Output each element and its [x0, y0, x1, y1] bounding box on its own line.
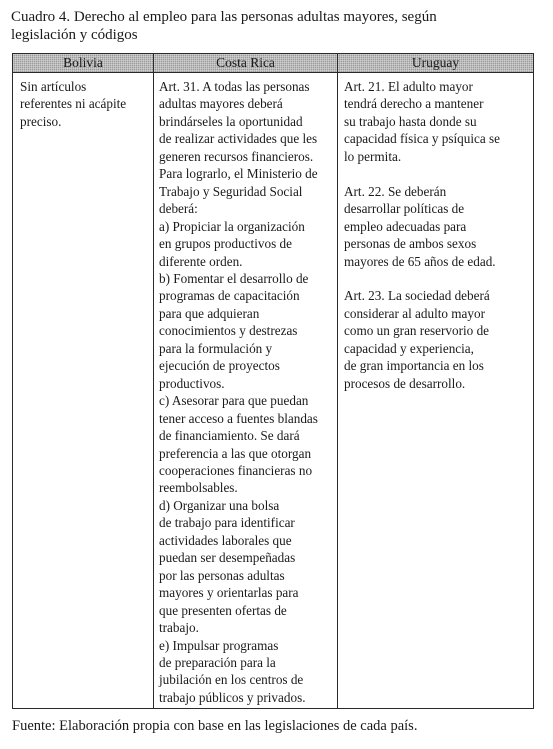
text-line: brindárseles la oportunidad [159, 113, 303, 129]
text-line: mayores de 65 años de edad. [344, 253, 496, 269]
text-line: puedan ser desempeñadas [159, 550, 296, 566]
text-line: tendrá derecho a mantener [344, 96, 484, 112]
cell-bolivia [13, 73, 154, 709]
cell-costa-rica [154, 73, 338, 709]
uruguay-art-21 [344, 78, 529, 165]
header-bolivia: Bolivia [13, 54, 154, 73]
text-line: jubilación en los centros de [159, 672, 304, 688]
text-line: su trabajo hasta donde su [344, 113, 477, 129]
uruguay-art-23 [344, 287, 529, 392]
text-line: en grupos productivos de [159, 236, 292, 252]
uruguay-art-22 [344, 183, 529, 270]
text-line: c) Asesorar para que puedan [159, 393, 309, 409]
text-line: programas de capacitación [159, 288, 300, 304]
text-line: Art. 21. El adulto mayor [344, 79, 473, 94]
text-line: conocimientos y destrezas [159, 323, 298, 339]
text-line: diferente orden. [159, 253, 243, 269]
text-line: preferencia a las que otorgan [159, 445, 312, 461]
text-line: considerar al adulto mayor [344, 305, 485, 321]
text-line: de financiamiento. Se dará [159, 428, 300, 444]
text-line: productivos. [159, 375, 225, 391]
text-line: deberá: [159, 201, 198, 217]
text-line: reembolsables. [159, 480, 238, 496]
text-line: actividades laborales que [159, 532, 292, 548]
text-line: desarrollar políticas de [344, 201, 465, 217]
text-line: mayores y orientarlas para [159, 585, 299, 601]
text-line: como un gran reservorio de [344, 323, 490, 339]
text-line: capacidad física y psíquica se [344, 131, 500, 147]
text-line: Trabajo y Seguridad Social [159, 183, 303, 199]
text-line: a) Propiciar la organización [159, 218, 305, 234]
text-line: Para lograrlo, el Ministerio de [159, 166, 318, 182]
caption-line-1: Cuadro 4. Derecho al empleo para las personas adultas mayores, según [11, 9, 437, 25]
text-line: adultas mayores deberá [159, 96, 283, 112]
text-line: personas de ambos sexos [344, 236, 477, 252]
text-line: Art. 22. Se deberán [344, 183, 447, 199]
cell-uruguay [338, 73, 534, 709]
text-line: empleo adecuadas para [344, 218, 467, 234]
text-line: tener acceso a fuentes blandas [159, 410, 318, 426]
text-line: de gran importancia en los [344, 358, 484, 374]
text-line: por las personas adultas [159, 567, 285, 583]
table-header-row [13, 54, 534, 73]
paragraph-gap [344, 165, 529, 182]
text-line: para la formulación y [159, 340, 273, 356]
text-line: cooperaciones financieras no [159, 462, 313, 478]
text-line: preciso. [20, 113, 62, 129]
text-line: de preparación para la [159, 654, 276, 670]
header-uruguay: Uruguay [338, 54, 534, 73]
text-line: d) Organizar una bolsa [159, 497, 280, 513]
text-line: trabajo públicos y privados. [159, 689, 306, 705]
text-line: Art. 23. La sociedad deberá [344, 288, 490, 304]
text-line: Sin artículos [20, 79, 87, 94]
text-line: procesos de desarrollo. [344, 375, 466, 391]
text-line: referentes ni acápite [20, 96, 127, 112]
text-line: lo permita. [344, 148, 402, 164]
text-line: generen recursos financieros. [159, 148, 314, 164]
paragraph-gap [344, 270, 529, 287]
text-line: de trabajo para identificar [159, 515, 295, 531]
text-line: para que adquieran [159, 305, 260, 321]
text-line: b) Fomentar el desarrollo de [159, 270, 309, 286]
table-caption [11, 8, 541, 44]
text-line: ejecución de proyectos [159, 358, 280, 374]
header-costa-rica: Costa Rica [154, 54, 338, 73]
table-row [13, 73, 534, 709]
text-line: capacidad y experiencia, [344, 340, 474, 356]
text-line: Art. 31. A todas las personas [159, 79, 310, 94]
text-line: de realizar actividades que les [159, 131, 318, 147]
source-note: Fuente: Elaboración propia con base en las legislaciones de cada país. [12, 718, 418, 734]
text-line: e) Impulsar programas [159, 637, 279, 653]
text-line: que presenten ofertas de [159, 602, 287, 618]
comparison-table [12, 53, 534, 709]
text-line: trabajo. [159, 620, 199, 636]
caption-line-2: legislación y códigos [11, 27, 138, 43]
